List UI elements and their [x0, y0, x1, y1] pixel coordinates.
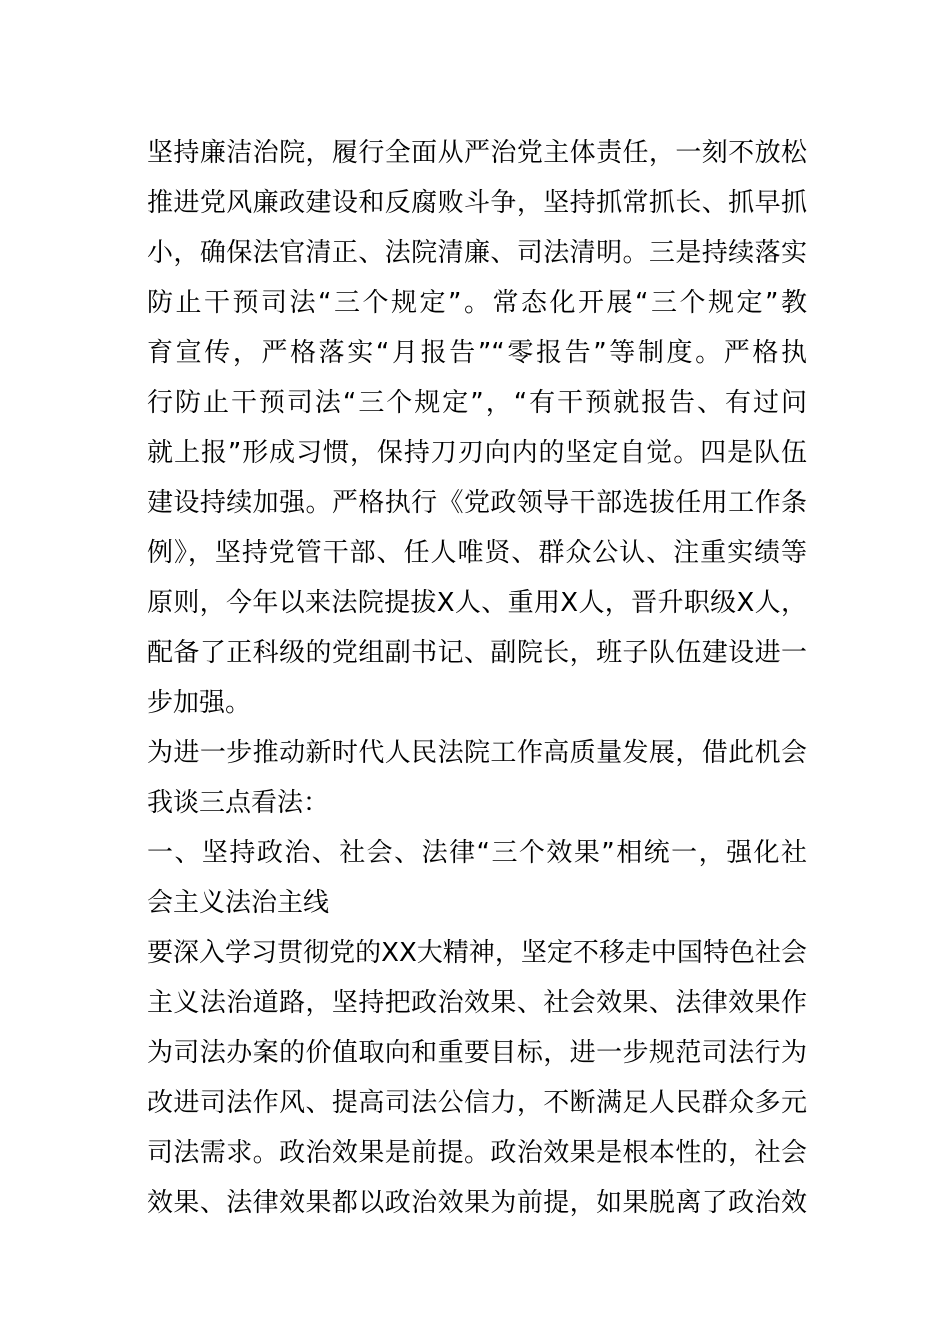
text-line: 建设持续加强。严格执行《党政领导干部选拔任用工作条 [147, 488, 807, 518]
text-line: 防止干预司法“三个规定”。常态化开展“三个规定”教 [147, 288, 807, 318]
text-line: 小，确保法官清正、法院清廉、司法清明。三是持续落实 [147, 238, 807, 268]
text-line: 育宣传，严格落实“月报告”“零报告”等制度。严格执 [147, 338, 807, 368]
paragraph-intro [147, 728, 807, 828]
text-line: 要深入学习贯彻党的XX大精神，坚定不移走中国特色社会 [147, 938, 807, 968]
text-line: 推进党风廉政建设和反腐败斗争，坚持抓常抓长、抓早抓 [147, 188, 807, 218]
text-line: 例》，坚持党管干部、任人唯贤、群众公认、注重实绩等 [147, 538, 807, 568]
text-line: 配备了正科级的党组副书记、副院长，班子队伍建设进一 [147, 638, 807, 668]
text-line: 我谈三点看法： [147, 788, 330, 818]
text-line: 效果、法律效果都以政治效果为前提，如果脱离了政治效 [147, 1188, 807, 1218]
text-line: 改进司法作风、提高司法公信力，不断满足人民群众多元 [147, 1088, 807, 1118]
text-line: 司法需求。政治效果是前提。政治效果是根本性的，社会 [147, 1138, 807, 1168]
paragraph-party-discipline [147, 128, 807, 728]
text-line: 原则，今年以来法院提拔X人、重用X人，晋升职级X人， [147, 588, 807, 618]
text-line: 坚持廉洁治院，履行全面从严治党主体责任，一刻不放松 [147, 138, 807, 168]
text-line: 就上报”形成习惯，保持刀刃向内的坚定自觉。四是队伍 [147, 438, 807, 468]
text-line: 主义法治道路，坚持把政治效果、社会效果、法律效果作 [147, 988, 807, 1018]
text-line: 为进一步推动新时代人民法院工作高质量发展，借此机会 [147, 738, 807, 768]
text-line: 为司法办案的价值取向和重要目标，进一步规范司法行为 [147, 1038, 807, 1068]
heading-line: 一、坚持政治、社会、法律“三个效果”相统一，强化社 [147, 838, 807, 868]
paragraph-three-effects [147, 928, 807, 1228]
document-body [147, 128, 807, 1228]
text-line: 行防止干预司法“三个规定”，“有干预就报告、有过问 [147, 388, 807, 418]
text-line: 步加强。 [147, 688, 252, 718]
section-heading-one [147, 828, 807, 928]
heading-line: 会主义法治主线 [147, 888, 330, 918]
